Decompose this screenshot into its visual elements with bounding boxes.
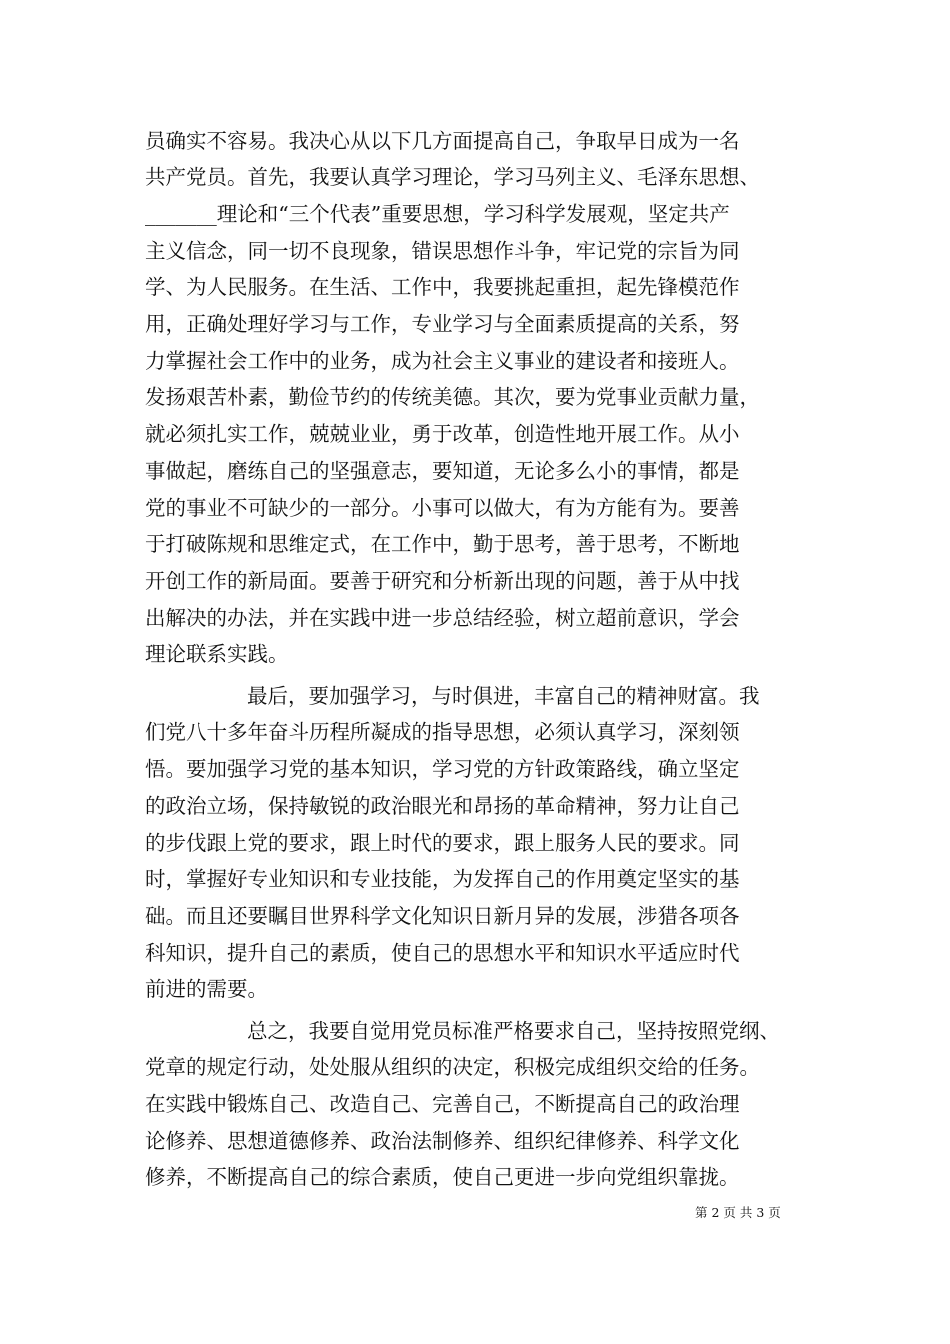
text-line: 础。而且还要瞩目世界科学文化知识日新月异的发展，涉猎各项各 [145, 904, 740, 928]
text-line: 悟。要加强学习党的基本知识，学习党的方针政策路线，确立坚定 [145, 757, 740, 781]
text-line: 发扬艰苦朴素，勤俭节约的传统美德。其次，要为党事业贡献力量， [145, 385, 760, 409]
text-line: 理论联系实践。 [145, 642, 289, 666]
text-line: 党章的规定行动，处处服从组织的决定，积极完成组织交给的任务。 [145, 1055, 760, 1079]
text-line: 于打破陈规和思维定式，在工作中，勤于思考，善于思考，不断地 [145, 532, 740, 556]
text-line: 员确实不容易。我决心从以下几方面提高自己，争取早日成为一名 [145, 129, 740, 153]
page-number-footer: 第 2 页 共 3 页 [695, 1205, 781, 1220]
text-line: 的步伐跟上党的要求，跟上时代的要求，跟上服务人民的要求。同 [145, 831, 740, 855]
text-line: 党的事业不可缺少的一部分。小事可以做大，有为方能有为。要善 [145, 496, 740, 520]
text-line: 时，掌握好专业知识和专业技能，为发挥自己的作用奠定坚实的基 [145, 867, 740, 891]
text-line: 力掌握社会工作中的业务，成为社会主义事业的建设者和接班人。 [145, 349, 740, 373]
text-line: 共产党员。首先，我要认真学习理论，学习马列主义、毛泽东思想、 [145, 165, 760, 189]
text-line: 在实践中锻炼自己、改造自己、完善自己，不断提高自己的政治理 [145, 1092, 740, 1116]
text-line: 科知识，提升自己的素质，使自己的思想水平和知识水平适应时代 [145, 941, 740, 965]
text-line: 就必须扎实工作，兢兢业业，勇于改革，创造性地开展工作。从小 [145, 422, 740, 446]
text-line: 出解决的办法，并在实践中进一步总结经验，树立超前意识，学会 [145, 606, 740, 630]
paragraph-first-line: 总之，我要自觉用党员标准严格要求自己，坚持按照党纲、 [247, 1019, 780, 1043]
text-line: 学、为人民服务。在生活、工作中，我要挑起重担，起先锋模范作 [145, 275, 740, 299]
text-line: 开创工作的新局面。要善于研究和分析新出现的问题，善于从中找 [145, 569, 740, 593]
text-line: 前进的需要。 [145, 977, 268, 1001]
text-line: 事做起，磨练自己的坚强意志，要知道，无论多么小的事情，都是 [145, 459, 740, 483]
text-line: _______理论和“三个代表”重要思想，学习科学发展观，坚定共产 [145, 202, 730, 226]
text-line: 的政治立场，保持敏锐的政治眼光和昂扬的革命精神，努力让自己 [145, 794, 740, 818]
text-line: 论修养、思想道德修养、政治法制修养、组织纪律修养、科学文化 [145, 1129, 740, 1153]
text-line: 主义信念，同一切不良现象，错误思想作斗争，牢记党的宗旨为同 [145, 239, 740, 263]
paragraph-first-line: 最后，要加强学习，与时俱进，丰富自己的精神财富。我 [247, 684, 760, 708]
text-line: 用，正确处理好学习与工作，专业学习与全面素质提高的关系，努 [145, 312, 740, 336]
text-line: 们党八十多年奋斗历程所凝成的指导思想，必须认真学习，深刻领 [145, 720, 740, 744]
text-line: 修养，不断提高自己的综合素质，使自己更进一步向党组织靠拢。 [145, 1165, 740, 1189]
